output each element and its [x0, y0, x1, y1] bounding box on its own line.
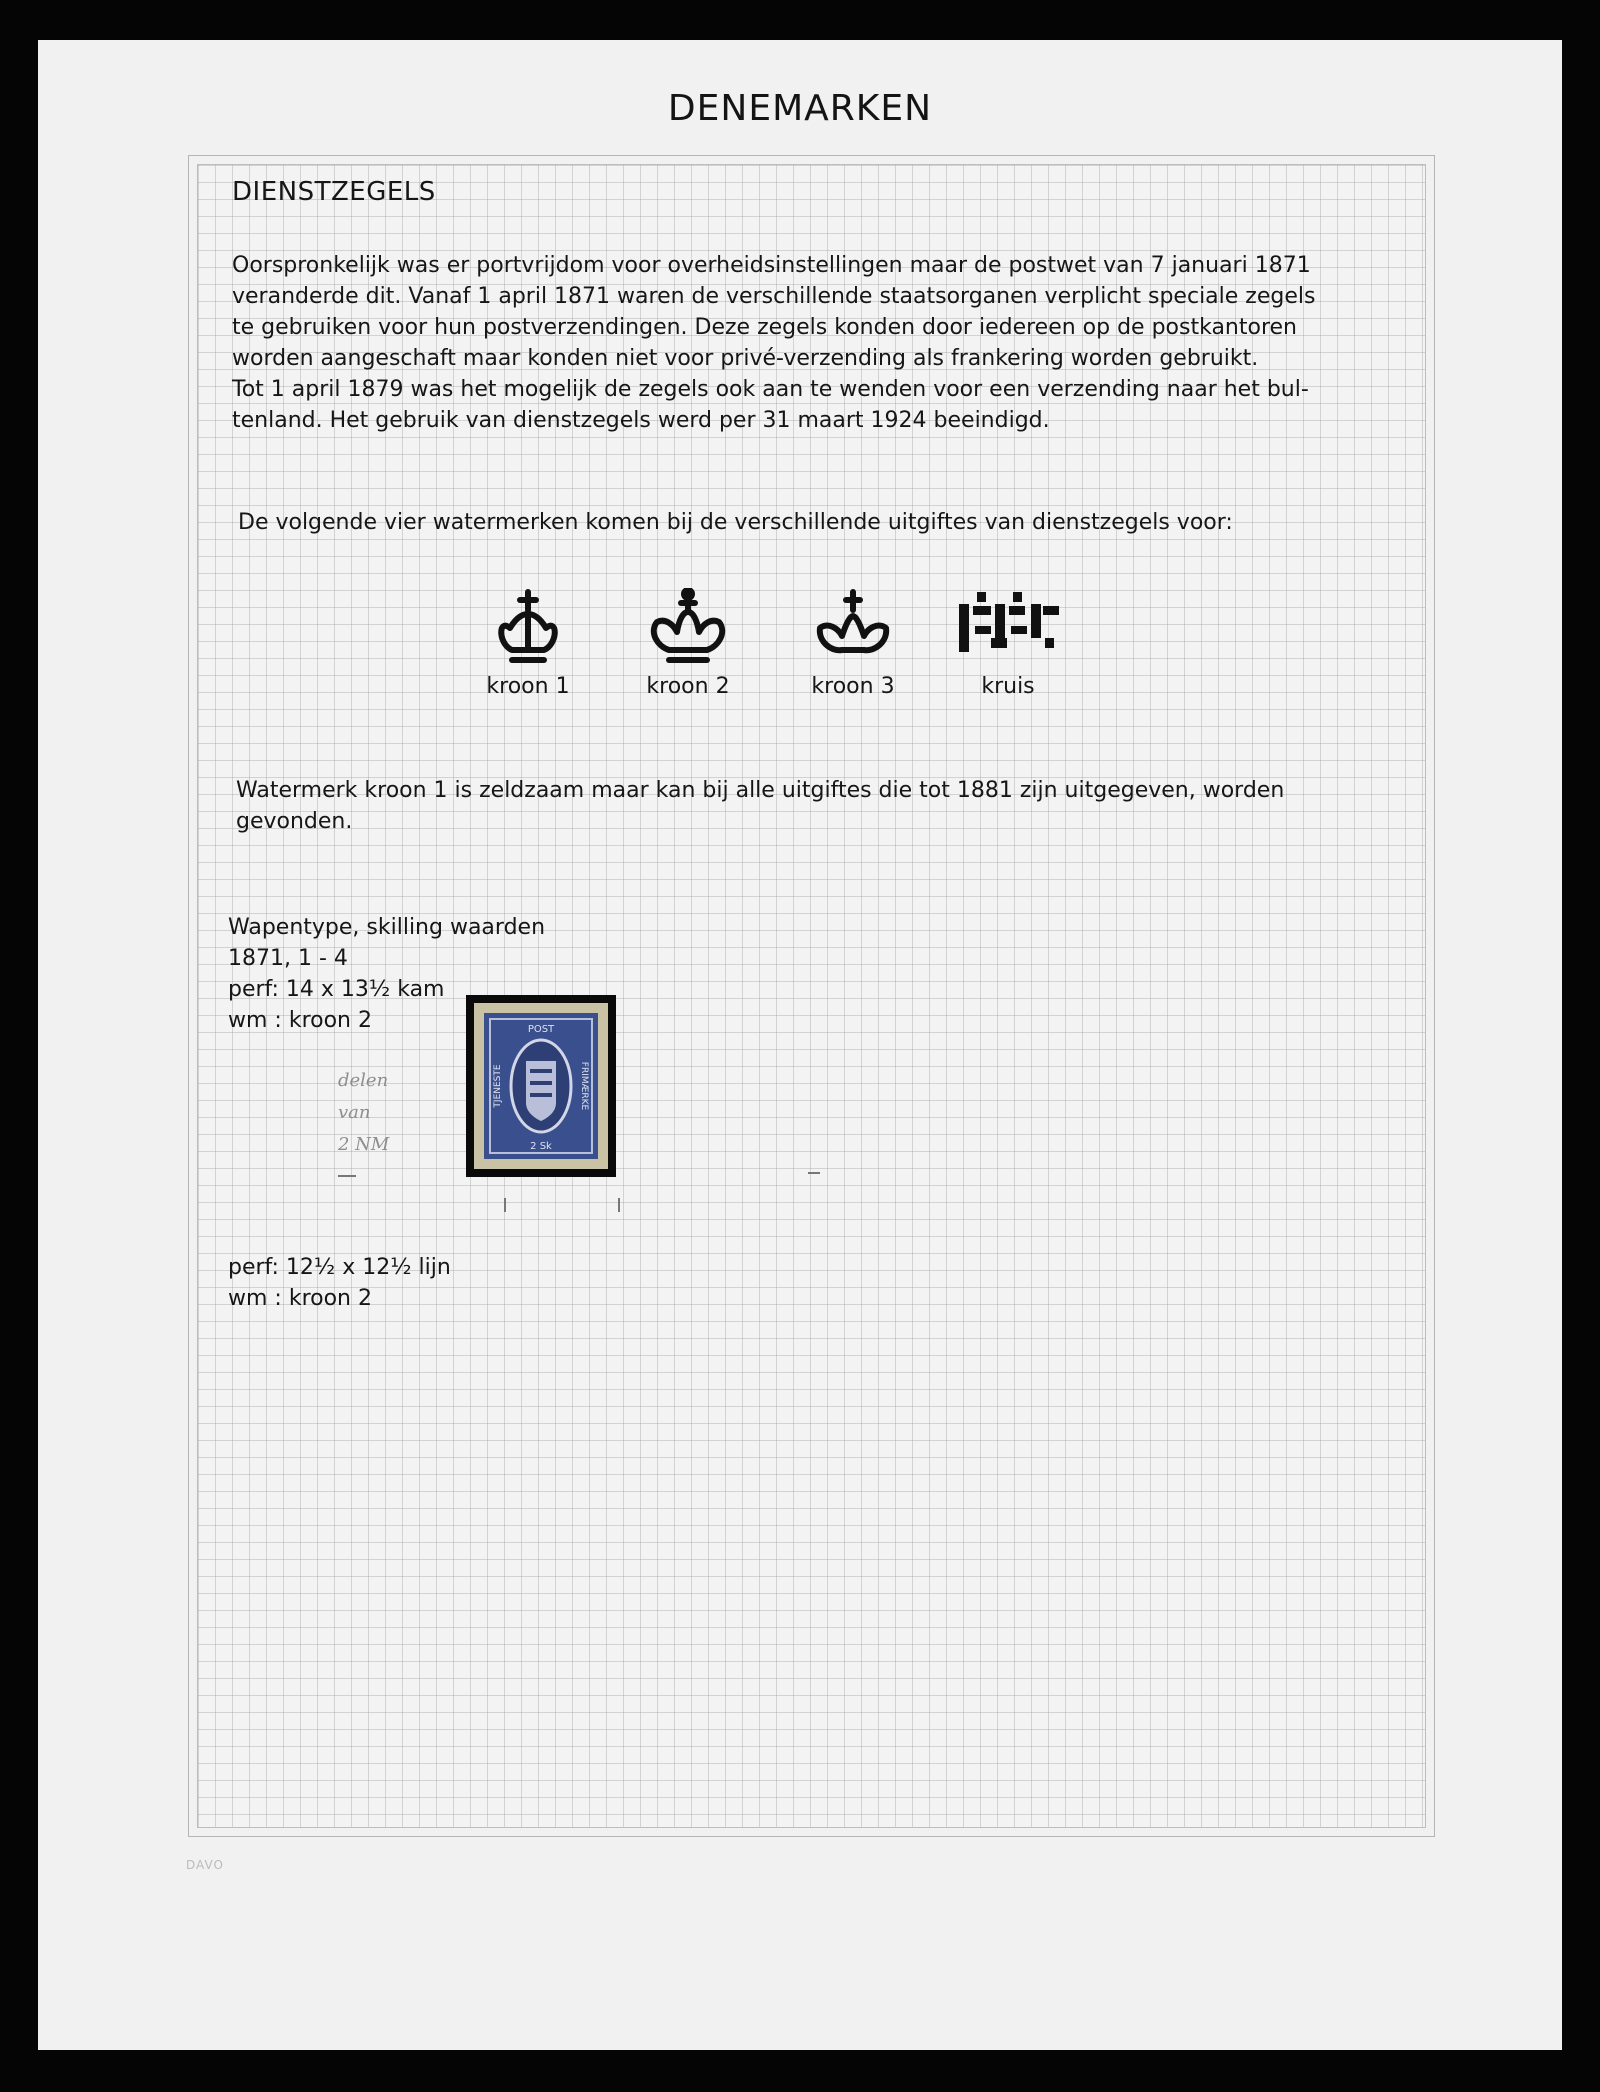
crown-2-icon: [643, 588, 733, 668]
watermark-label: kruis: [981, 674, 1035, 699]
stamp-mount: [466, 995, 616, 1177]
note-line: gevonden.: [236, 809, 353, 834]
crown-1-icon: [488, 588, 568, 668]
stamp-value-text: 2 Sk: [530, 1141, 552, 1152]
intro-line: Tot 1 april 1879 was het mogelijk de zegels ook aan te wenden voor een verzending naar het bul-: [232, 377, 1309, 402]
crosses-icon: [953, 588, 1063, 668]
desc-line: wm : kroon 2: [228, 1286, 372, 1311]
stamp-image: [474, 1003, 608, 1169]
watermark-label: kroon 1: [486, 674, 570, 699]
watermark-kroon-1: [458, 588, 598, 699]
album-maker: DAVO: [186, 1858, 224, 1872]
intro-line: te gebruiken voor hun postverzendingen. Deze zegels konden door iedereen op de postkantoren: [232, 315, 1298, 340]
note-line: Watermerk kroon 1 is zeldzaam maar kan bij alle uitgiftes die tot 1881 zijn uitgegeven, worden: [236, 778, 1285, 803]
pencil-mark: [338, 1175, 356, 1177]
desc-line: wm : kroon 2: [228, 1008, 372, 1033]
stamp-2-skilling: [474, 1003, 608, 1169]
stamp-right-text: FRIMÆRKE: [579, 1061, 589, 1111]
pencil-mark: [808, 1172, 820, 1174]
pencil-line: 2 NM: [338, 1134, 390, 1155]
desc-line: perf: 12½ x 12½ lijn: [228, 1255, 451, 1280]
stamp-top-text: POST: [527, 1024, 555, 1035]
watermark-kruis: [938, 588, 1078, 699]
mount-mark: [504, 1198, 506, 1212]
intro-line: worden aangeschaft maar konden niet voor privé-verzending als frankering worden gebruikt.: [232, 346, 1259, 371]
album-page: [38, 40, 1562, 2050]
stamp-left-text: TJENESTE: [493, 1064, 503, 1108]
intro-paragraph: [232, 250, 1315, 436]
pencil-line: van: [338, 1102, 371, 1123]
section-heading: DIENSTZEGELS: [232, 177, 436, 207]
pencil-note: [338, 1065, 389, 1161]
desc-line: perf: 14 x 13½ kam: [228, 977, 445, 1002]
desc-line: Wapentype, skilling waarden: [228, 915, 546, 940]
watermark-label: kroon 2: [646, 674, 730, 699]
watermark-label: kroon 3: [811, 674, 895, 699]
intro-line: Oorspronkelijk was er portvrijdom voor overheidsinstellingen maar de postwet van 7 januari 1871: [232, 253, 1311, 278]
watermark-note: [236, 775, 1284, 837]
desc-line: 1871, 1 - 4: [228, 946, 348, 971]
intro-line: veranderde dit. Vanaf 1 april 1871 waren de verschillende staatsorganen verplicht speciale zegels: [232, 284, 1316, 309]
watermark-kroon-3: [783, 588, 923, 699]
pencil-line: delen: [338, 1070, 389, 1091]
section-2-description: [228, 1252, 451, 1314]
watermark-kroon-2: [618, 588, 758, 699]
page-title: DENEMARKEN: [667, 88, 933, 129]
watermark-intro: De volgende vier watermerken komen bij de verschillende uitgiftes van dienstzegels voor:: [238, 510, 1233, 535]
intro-line: tenland. Het gebruik van dienstzegels werd per 31 maart 1924 beeindigd.: [232, 408, 1050, 433]
mount-mark: [618, 1198, 620, 1212]
crown-3-icon: [808, 588, 898, 668]
